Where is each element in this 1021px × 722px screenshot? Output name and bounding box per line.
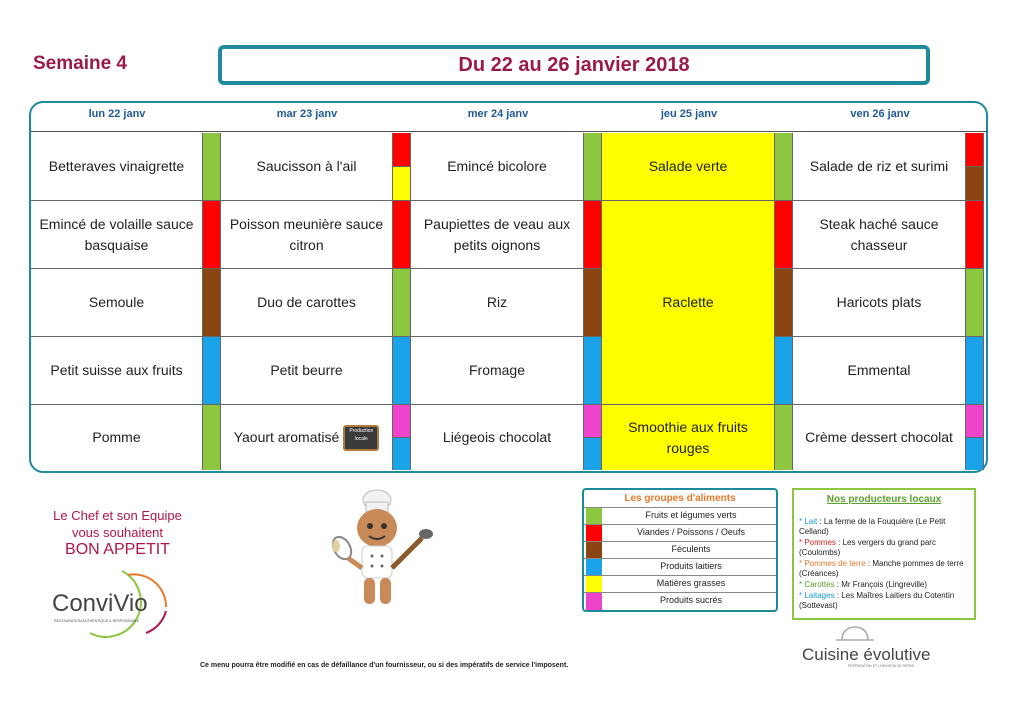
food-group-marker-red — [203, 201, 221, 269]
food-group-marker-green — [775, 405, 793, 470]
legend-label: Matières grasses — [656, 578, 726, 588]
producer-key: * Pommes — [799, 538, 836, 547]
food-group-marker-pink — [966, 405, 984, 438]
legend-label: Viandes / Poissons / Oeufs — [637, 527, 745, 537]
menu-cell-mar-entree: Saucisson à l'ail — [221, 133, 393, 201]
food-group-marker-red — [775, 201, 793, 269]
menu-cell-ven-entree: Salade de riz et surimi — [793, 133, 966, 201]
producer-text: : Les vergers du grand parc (Coulombs) — [799, 538, 936, 557]
menu-cell-mar-plat: Poisson meunière sauce citron — [221, 201, 393, 269]
producer-key: * Carottes — [799, 580, 835, 589]
food-group-marker-brown — [775, 269, 793, 337]
producer-text: : La ferme de la Fouquière (Le Petit Celland) — [799, 517, 946, 536]
menu-cell-mer-plat: Paupiettes de veau aux petits oignons — [411, 201, 584, 269]
legend-label: Féculents — [671, 544, 711, 554]
producer-key: * Pommes de terre — [799, 559, 866, 568]
food-group-marker-red — [393, 201, 411, 269]
legend-swatch-yellow — [586, 576, 602, 593]
food-group-marker-blue — [775, 337, 793, 405]
convivio-name: ConviVio — [52, 590, 148, 617]
cuisine-name: Cuisine évolutive — [802, 645, 931, 664]
producer-key: * Laitages — [799, 591, 835, 600]
menu-item-text: Yaourt aromatisé — [233, 429, 340, 445]
menu-cell-lun-accompagnement: Semoule — [31, 269, 203, 337]
food-group-marker-pink — [584, 405, 602, 438]
food-group-marker-green — [584, 133, 602, 201]
menu-cell-mer-entree: Emincé bicolore — [411, 133, 584, 201]
local-producers-box — [792, 488, 976, 620]
legend-item — [584, 592, 776, 610]
food-group-marker-green — [966, 269, 984, 337]
producer-text: : Les Maîtres Laitiers du Cotentin (Sottevast) — [799, 591, 955, 610]
food-group-marker-blue — [393, 438, 411, 470]
legend-swatch-red — [586, 525, 602, 542]
chef-message — [40, 507, 195, 558]
legend-item — [584, 558, 776, 576]
food-group-marker-brown — [584, 269, 602, 337]
chef-mascot-icon — [322, 486, 452, 616]
food-group-marker-blue — [966, 438, 984, 470]
convivio-logo — [50, 565, 180, 640]
legend-item — [584, 524, 776, 542]
legend-label: Fruits et légumes verts — [645, 510, 737, 520]
menu-cell-lun-dessert: Pomme — [31, 405, 203, 470]
menu-cell-lun-plat: Emincé de volaille sauce basquaise — [31, 201, 203, 269]
day-header-mer: mer 24 janv — [467, 108, 529, 120]
week-label: Semaine 4 — [33, 53, 127, 74]
producer-item — [799, 517, 970, 537]
producer-item — [799, 559, 970, 579]
food-group-marker-blue — [584, 337, 602, 405]
day-header-ven: ven 26 janv — [850, 108, 910, 120]
convivio-tagline: RESTAURATION AUTHENTIQUE & RESPONSABLE — [54, 619, 140, 623]
legend-title: Les groupes d'aliments — [624, 493, 736, 504]
food-group-marker-blue — [203, 337, 221, 405]
legend-swatch-blue — [586, 559, 602, 576]
food-groups-legend — [582, 488, 778, 612]
producer-item — [799, 591, 970, 611]
menu-cell-mar-accompagnement: Duo de carottes — [221, 269, 393, 337]
header-divider — [31, 131, 986, 132]
legend-swatch-pink — [586, 593, 602, 610]
legend-swatch-brown — [586, 542, 602, 559]
food-group-marker-red — [584, 201, 602, 269]
menu-cell-ven-dessert: Crème dessert chocolat — [793, 405, 966, 470]
legend-swatch-green — [586, 508, 602, 525]
legend-label: Produits sucrés — [659, 595, 723, 605]
food-group-marker-blue — [393, 337, 411, 405]
menu-cell-mer-accompagnement: Riz — [411, 269, 584, 337]
footer-disclaimer: Ce menu pourra être modifié en cas de défaillance d'un fournisseur, ou si des impératifs de service l'imposent. — [200, 662, 569, 669]
menu-cell-jeu-dessert: Smoothie aux fruits rouges — [602, 405, 775, 470]
menu-cell-mer-dessert: Liégeois chocolat — [411, 405, 584, 470]
menu-cell-mar-dessert — [221, 405, 393, 470]
producers-title: Nos producteurs locaux — [826, 494, 942, 505]
producer-text: : Mr François (Lingreville) — [834, 580, 928, 589]
food-group-marker-blue — [966, 337, 984, 405]
chef-line-2: vous souhaitent — [71, 525, 164, 540]
cuisine-evolutive-logo — [800, 622, 950, 672]
legend-label: Produits laitiers — [660, 561, 722, 571]
date-range-title: Du 22 au 26 janvier 2018 — [218, 45, 930, 85]
menu-cell-lun-entree: Betteraves vinaigrette — [31, 133, 203, 201]
food-group-marker-pink — [393, 405, 411, 438]
day-header-lun: lun 22 janv — [88, 108, 146, 120]
legend-item — [584, 575, 776, 593]
menu-cell-jeu-entree: Salade verte — [602, 133, 775, 201]
menu-cell-mer-laitage: Fromage — [411, 337, 584, 405]
day-header-jeu: jeu 25 janv — [660, 108, 718, 120]
cuisine-tagline: PRÉPARATION ET LIVRAISON DE REPAS — [848, 664, 914, 668]
food-group-marker-yellow — [393, 167, 411, 201]
food-group-marker-red — [393, 133, 411, 167]
producer-text: : Manche pommes de terre (Créances) — [799, 559, 964, 578]
producer-item — [799, 580, 970, 590]
legend-item — [584, 541, 776, 559]
producer-item — [799, 538, 970, 558]
food-group-marker-green — [775, 133, 793, 201]
menu-cell-ven-plat: Steak haché sauce chasseur — [793, 201, 966, 269]
day-header-mar: mar 23 janv — [276, 108, 338, 120]
food-group-marker-green — [393, 269, 411, 337]
bon-appetit-text: BON APPETIT — [65, 541, 170, 558]
food-group-marker-brown — [203, 269, 221, 337]
food-group-marker-green — [203, 133, 221, 201]
producer-key: * Lait — [799, 517, 818, 526]
menu-cell-mar-laitage: Petit beurre — [221, 337, 393, 405]
food-group-marker-blue — [584, 438, 602, 470]
legend-item — [584, 507, 776, 525]
menu-cell-jeu-plat: Raclette — [602, 201, 775, 405]
food-group-marker-green — [203, 405, 221, 470]
producers-list — [799, 517, 970, 612]
menu-cell-lun-laitage: Petit suisse aux fruits — [31, 337, 203, 405]
food-group-marker-red — [966, 201, 984, 269]
menu-cell-ven-accompagnement: Haricots plats — [793, 269, 966, 337]
local-production-badge: Production locale — [343, 425, 379, 451]
chef-line-1: Le Chef et son Equipe — [53, 508, 182, 523]
food-group-marker-red — [966, 133, 984, 167]
food-group-marker-brown — [966, 167, 984, 201]
menu-cell-ven-laitage: Emmental — [793, 337, 966, 405]
